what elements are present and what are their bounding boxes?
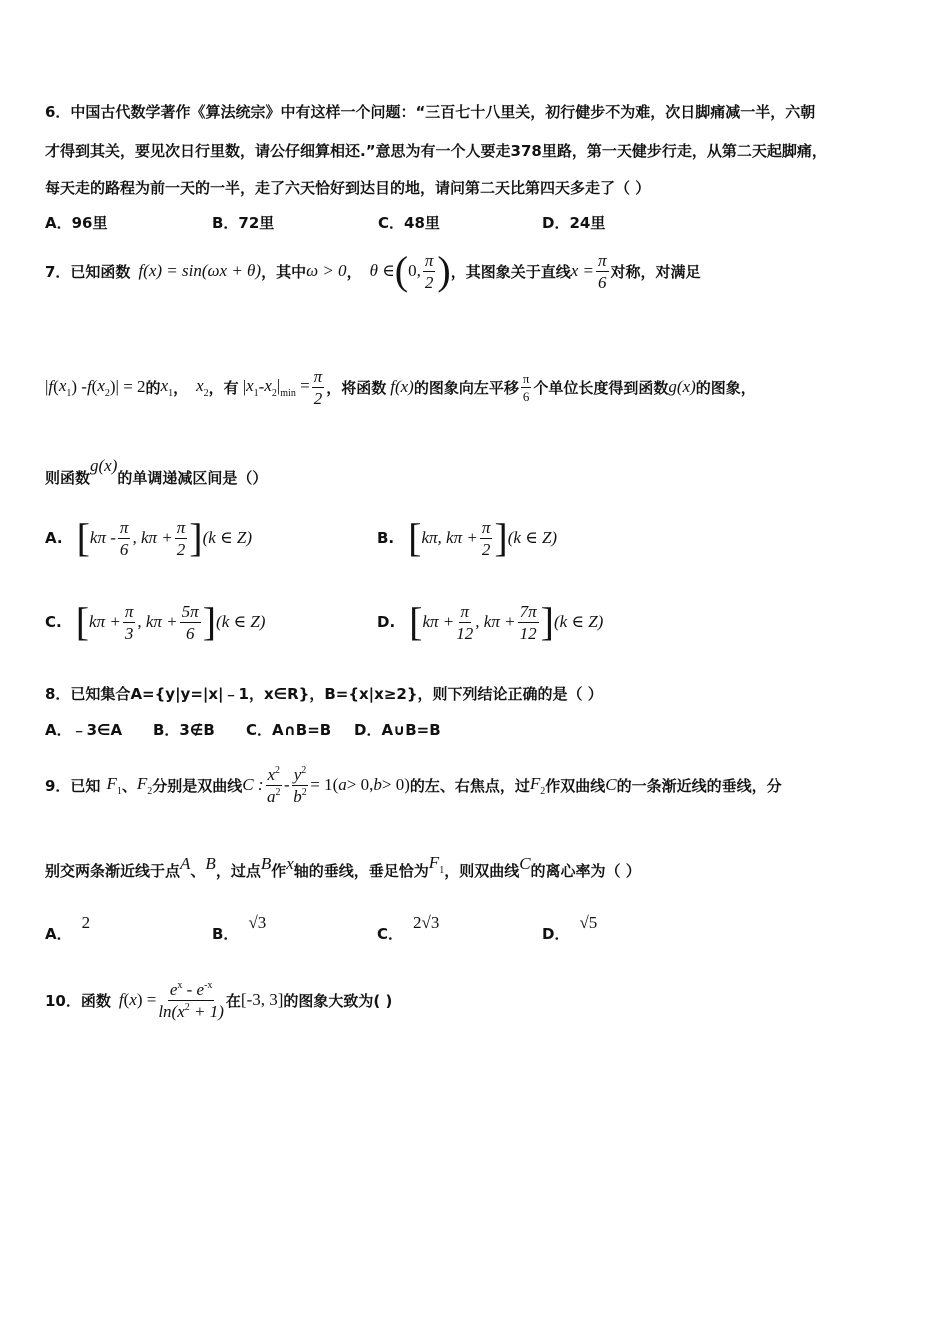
q9-prefix: 9．已知 (45, 776, 101, 795)
q10-prefix: 10．函数 (45, 991, 111, 1010)
q6-line3: 每天走的路程为前一天的一半，走了六天恰好到达目的地，请问第二天比第四天多走了（ ） (45, 179, 651, 197)
q10-suffix: 的图象大致为( ) (283, 991, 393, 1010)
q7-l2-text-d: ，将函数 (326, 378, 387, 397)
q7-text-2: ， (346, 262, 362, 281)
q9-l2-text-g: 的离心率为（ ） (530, 861, 641, 880)
q7-option-c-label: C. (45, 613, 62, 631)
q7-option-d-kz: (k ∈ Z) (553, 612, 604, 631)
q7-option-c: C. [ kπ + $\frac{\pi}{3}$ , kπ + $\frac{5\pi}{6}$ ] (k ∈ Z) (45, 599, 266, 644)
q7-gx-2: g(x) (90, 456, 118, 475)
q7-option-b: B. [ kπ, kπ + $\frac{\pi}{2}$ ] (k ∈ Z) (377, 515, 558, 560)
q10-stem: 10．函数 f ( x ) = $\frac{e^x - e^{-x}}{\ln(x^2 + 1)}$ 在 [-3, 3] 的图象大致为( ) (45, 979, 393, 1021)
q7-line2: | f ( $x_1$ ) - f ( $x_2$ )| = 2 的 $x_1$ ， $x_2$ ，有 | $x_1$ - $x_2$ $|_{min}$ = $\frac{\pi}{2}$ ，将函数 f(x) 的图象向左平移 $\frac{\pi}{6}$ 个单位长度得到函数 g(x) 的图象， (45, 366, 756, 408)
q9-l2-text-c: ，过点 (215, 861, 261, 880)
q9-option-b-label: B． (212, 925, 239, 943)
q7-l2-text-c: ，有 (208, 378, 239, 397)
q9-text-1: 、 (121, 776, 137, 795)
q7-l2-text-a: 的 (145, 378, 161, 397)
q9-option-c-value: 2√3 (413, 913, 440, 932)
q7-l3-text-b: 的单调递减区间是（） (117, 469, 268, 487)
q6-line2: 才得到其关，要见次日行里数，请公仔细算相还.”意思为有一个人要走378里路，第一天健步行走，从第二天起脚痛， (45, 142, 827, 160)
q9-l2-text-a: 别交两条渐近线于点 (45, 861, 181, 880)
q7-text-3: ，其图象关于直线 (450, 262, 571, 281)
q6-line1: 6．中国古代数学著作《算法统宗》中有这样一个问题：“三百七十八里关，初行健步不为难，次日脚痛减一半，六朝 (45, 103, 816, 121)
q6-option-d: D．24里 (542, 214, 606, 232)
q7-option-d: D. [ kπ + $\frac{\pi}{12}$ , kπ + $\frac{7\pi}{12}$ ] (k ∈ Z) (377, 599, 604, 644)
q8-option-d: D．A∪B=B (354, 721, 441, 739)
q7-l2-text-g: 的图象， (695, 378, 756, 397)
q7-gx: g(x) (668, 377, 696, 396)
q9-l2-text-d: 作 (271, 861, 287, 880)
q10-mid-text: 在 (225, 991, 241, 1010)
q7-text-4: 对称，对满足 (610, 262, 701, 281)
q6-option-c: C．48里 (378, 214, 440, 232)
q7-theta: θ ∈ (369, 261, 395, 280)
q7-function: f(x) = sin(ωx + θ) (138, 261, 262, 280)
q6-option-b: B．72里 (212, 214, 275, 232)
q7-l2-text-f: 个单位长度得到函数 (533, 378, 669, 397)
q7-line1: 7．已知函数 f(x) = sin(ωx + θ) ，其中 ω > 0 ， θ ∈ ( 0, $\frac{\pi}{2}$ ) ，其图象关于直线 x = $\frac{\pi}{6}$ 对称，对满足 (45, 248, 701, 293)
q9-option-b (212, 913, 266, 944)
q9-option-a (45, 913, 90, 944)
q7-option-d-label: D. (377, 613, 396, 631)
q9-text-3: 的左、右焦点，过 (409, 776, 530, 795)
q8-stem: 8．已知集合A={y|y=|x|﹣1，x∈R}，B={x|x≥2}，则下列结论正确的是（ ） (45, 685, 603, 703)
q7-line3 (45, 458, 267, 488)
q7-option-a-label: A. (45, 529, 63, 547)
q7-prefix: 7．已知函数 (45, 262, 131, 281)
q7-option-a: A. [ kπ - $\frac{\pi}{6}$ , kπ + $\frac{\pi}{2}$ ] (k ∈ Z) (45, 515, 252, 560)
q7-l2-text-e: 的图象向左平移 (413, 378, 519, 397)
q9-line2: 别交两条渐近线于点 A 、 B ，过点 B 作 x 轴的垂线，垂足恰为 $F_1$ ，则双曲线 C 的离心率为（ ） (45, 852, 641, 880)
q9-option-d-label: D． (542, 925, 570, 943)
q9-option-b-value: √3 (248, 913, 267, 932)
q8-option-a: A．﹣3∈A (45, 721, 123, 739)
q9-text-4: 作双曲线 (545, 776, 606, 795)
q7-option-b-kz: (k ∈ Z) (507, 528, 558, 547)
q7-option-a-kz: (k ∈ Z) (202, 528, 252, 547)
q7-text-1: ，其中 (261, 262, 307, 281)
q7-l3-text-a: 则函数 (45, 469, 91, 487)
q7-option-b-label: B. (377, 529, 395, 547)
q9-option-a-value: 2 (81, 913, 91, 932)
q7-option-c-kz: (k ∈ Z) (216, 612, 266, 631)
q9-option-d (542, 913, 597, 944)
q9-line1: 9．已知 $F_1$ 、 $F_2$ 分别是双曲线 C : $\frac{x^2}{a^2}$ - $\frac{y^2}{b^2}$ = 1( a > 0, b > 0) 的左、右焦点，过 $F_2$ 作双曲线 C 的一条渐近线的垂线，分 (45, 764, 782, 806)
q9-option-c-label: C． (377, 925, 404, 943)
q10-interval: [-3, 3] (240, 990, 284, 1009)
q9-text-5: 的一条渐近线的垂线，分 (616, 776, 782, 795)
q9-option-c (377, 913, 439, 944)
q7-omega-condition: ω > 0 (306, 261, 347, 280)
q8-option-c: C．A∩B=B (246, 721, 332, 739)
q6-option-a: A．96里 (45, 214, 108, 232)
q7-fx: f(x) (390, 377, 414, 396)
q9-l2-text-f: ，则双曲线 (444, 861, 520, 880)
q9-l2-text-e: 轴的垂线，垂足恰为 (293, 861, 429, 880)
q7-l2-text-b: ， (173, 378, 189, 397)
q9-l2-text-b: 、 (190, 861, 206, 880)
q9-text-2: 分别是双曲线 (152, 776, 243, 795)
q9-option-d-value: √5 (579, 913, 598, 932)
q9-option-a-label: A． (45, 925, 72, 943)
q8-option-b: B．3∉B (153, 721, 215, 739)
q7-x-eq: x = (570, 261, 594, 280)
